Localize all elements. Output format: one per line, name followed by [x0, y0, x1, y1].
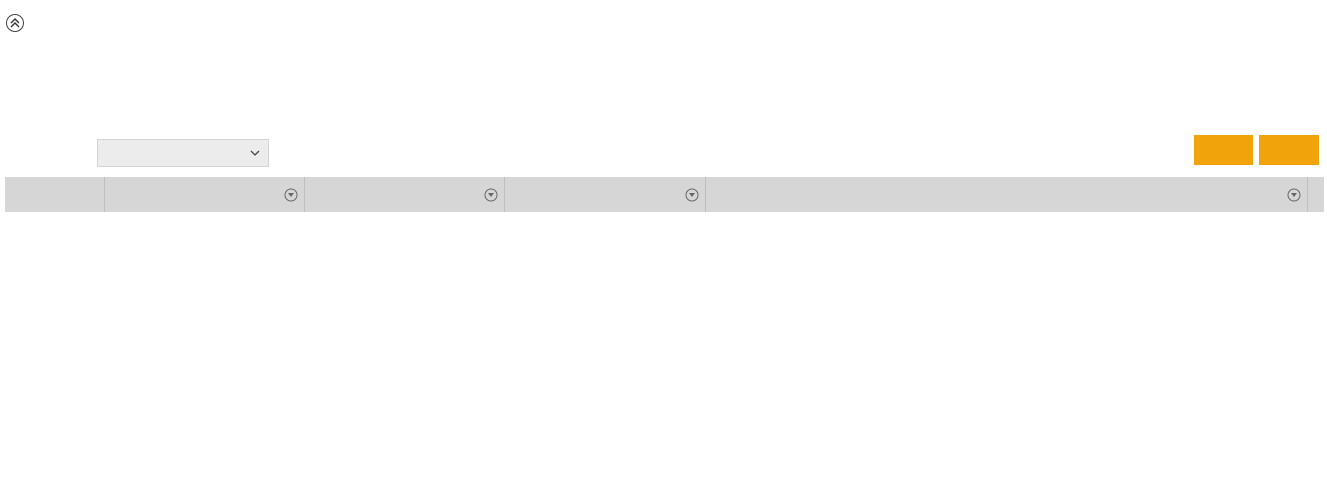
filter-icon[interactable]: [484, 188, 498, 202]
copy-button[interactable]: [1259, 135, 1319, 165]
column-header-system-action[interactable]: [304, 177, 504, 212]
breadcrumb: [6, 113, 22, 126]
column-header-roles[interactable]: [705, 177, 1308, 212]
filter-icon[interactable]: [284, 188, 298, 202]
chevron-down-icon: [250, 148, 260, 158]
grid-header: [5, 177, 1324, 212]
column-header-action-display-name[interactable]: [504, 177, 705, 212]
filter-icon[interactable]: [1287, 188, 1301, 202]
entity-select[interactable]: [97, 139, 269, 167]
collapse-toolbar-button[interactable]: [6, 14, 24, 32]
role-action-grid: [5, 177, 1324, 212]
double-chevron-up-icon: [9, 17, 21, 29]
delete-button[interactable]: [1194, 135, 1253, 165]
filter-icon[interactable]: [685, 188, 699, 202]
column-header-state[interactable]: [104, 177, 304, 212]
